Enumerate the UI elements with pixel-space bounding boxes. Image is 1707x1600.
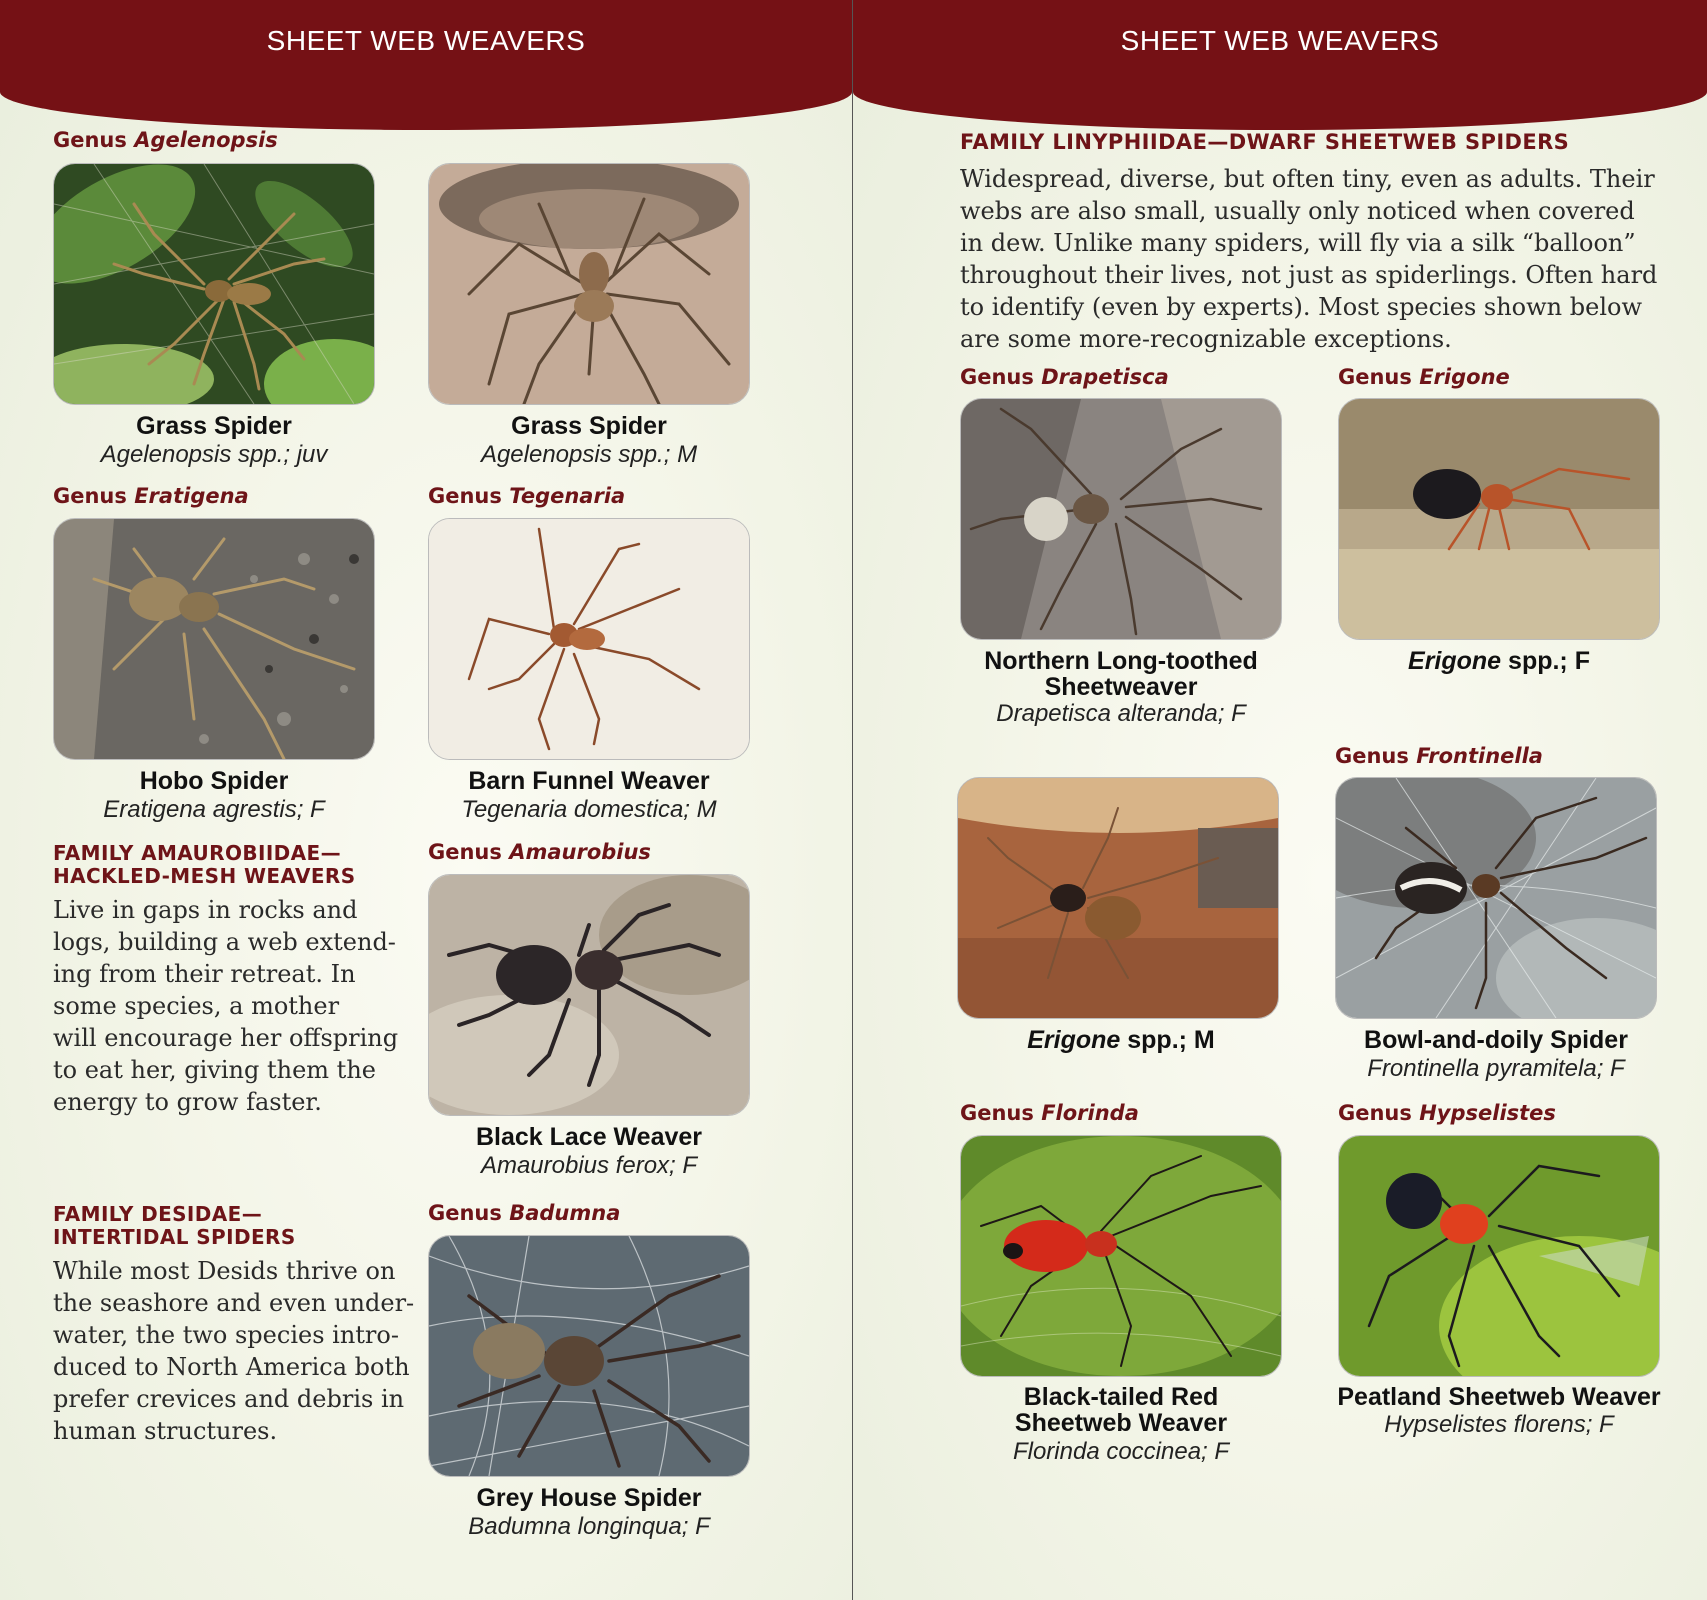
genus-amaurobius-heading: Genus Amaurobius bbox=[428, 840, 651, 864]
erigone-male-name: Erigone spp.; M bbox=[1027, 1026, 1215, 1054]
peatland-sheetweb-weaver-photo bbox=[1338, 1135, 1660, 1377]
hobo-spider-photo bbox=[53, 518, 375, 760]
black-tailed-red-sheetweb-weaver-scientific-name: Florinda coccinea; F bbox=[1012, 1438, 1230, 1465]
grass-spider-juvenile-photo bbox=[53, 163, 375, 405]
family-amaurobiidae-heading: FAMILY AMAUROBIIDAE— HACKLED-MESH WEAVERS bbox=[53, 841, 356, 888]
bowl-and-doily-spider-photo bbox=[1335, 777, 1657, 1019]
grass-spider-male-name: Grass Spider bbox=[511, 412, 667, 440]
barn-funnel-weaver-name: Barn Funnel Weaver bbox=[468, 767, 710, 795]
grass-spider-male-scientific-name: Agelenopsis spp.; M bbox=[480, 441, 698, 468]
long-toothed-sheetweaver-scientific-name: Drapetisca alteranda; F bbox=[996, 700, 1246, 727]
peatland-sheetweb-weaver-name: Peatland Sheetweb Weaver bbox=[1337, 1383, 1661, 1411]
long-toothed-sheetweaver-name: Northern Long-toothed Sheetweaver bbox=[984, 647, 1258, 701]
left-page bbox=[0, 0, 853, 1600]
family-linyphiidae-description: Widespread, diverse, but often tiny, even as adults. Their webs are also small, usually only noticed when covered in dew. Unlike many spiders, will fly via a silk “balloon” throughout their lives, not just as spiderlings. Often hard to identify (even by experts). Most species shown below are some more-recognizable exceptions. bbox=[960, 165, 1658, 353]
bowl-and-doily-spider-scientific-name: Frontinella pyramitela; F bbox=[1367, 1055, 1625, 1082]
barn-funnel-weaver-photo bbox=[428, 518, 750, 760]
erigone-female-photo bbox=[1338, 398, 1660, 640]
grass-spider-juvenile-name: Grass Spider bbox=[136, 412, 292, 440]
barn-funnel-weaver-scientific-name: Tegenaria domestica; M bbox=[461, 796, 717, 823]
family-linyphiidae-heading: FAMILY LINYPHIIDAE—DWARF SHEETWEB SPIDERS bbox=[960, 130, 1570, 154]
family-desidae-description: While most Desids thrive on the seashore and even under- water, the two species intro- duced to North America both prefer crevices and debris in human structures. bbox=[53, 1257, 415, 1445]
grey-house-spider-scientific-name: Badumna longinqua; F bbox=[468, 1513, 710, 1540]
genus-tegenaria-heading: Genus Tegenaria bbox=[428, 484, 626, 508]
peatland-sheetweb-weaver-scientific-name: Hypselistes florens; F bbox=[1384, 1411, 1614, 1438]
hobo-spider-name: Hobo Spider bbox=[139, 767, 289, 795]
genus-badumna-heading: Genus Badumna bbox=[428, 1201, 621, 1225]
genus-drapetisca-heading: Genus Drapetisca bbox=[960, 365, 1169, 389]
black-lace-weaver-scientific-name: Amaurobius ferox; F bbox=[480, 1152, 698, 1179]
grass-spider-juvenile-scientific-name: Agelenopsis spp.; juv bbox=[100, 441, 328, 468]
genus-florinda-heading: Genus Florinda bbox=[960, 1101, 1139, 1125]
family-amaurobiidae-description: Live in gaps in rocks and logs, building a web extend- ing from their retreat. In some species, a mother will encourage her offspring to eat her, giving them the energy to grow faster. bbox=[53, 896, 399, 1116]
genus-agelenopsis-heading: Genus Agelenopsis bbox=[53, 128, 278, 152]
black-tailed-red-sheetweb-weaver-photo bbox=[960, 1135, 1282, 1377]
genus-hypselistes-heading: Genus Hypselistes bbox=[1338, 1101, 1556, 1125]
left-header-title: SHEET WEB WEAVERS bbox=[266, 25, 586, 56]
right-page-header bbox=[853, 0, 1707, 130]
genus-frontinella-heading: Genus Frontinella bbox=[1335, 744, 1543, 768]
grey-house-spider-photo bbox=[428, 1235, 750, 1477]
black-tailed-red-sheetweb-weaver-name: Black-tailed Red Sheetweb Weaver bbox=[1014, 1383, 1228, 1437]
erigone-male-photo bbox=[957, 777, 1279, 1019]
hobo-spider-scientific-name: Eratigena agrestis; F bbox=[103, 796, 325, 823]
right-page bbox=[853, 0, 1707, 1600]
grass-spider-male-photo bbox=[428, 163, 750, 405]
black-lace-weaver-photo bbox=[428, 874, 750, 1116]
bowl-and-doily-spider-name: Bowl-and-doily Spider bbox=[1364, 1026, 1628, 1054]
grey-house-spider-name: Grey House Spider bbox=[476, 1484, 702, 1512]
family-desidae-heading: FAMILY DESIDAE— INTERTIDAL SPIDERS bbox=[53, 1202, 296, 1249]
genus-erigone-heading: Genus Erigone bbox=[1338, 365, 1510, 389]
left-page-header bbox=[0, 0, 852, 130]
genus-eratigena-heading: Genus Eratigena bbox=[53, 484, 249, 508]
long-toothed-sheetweaver-photo bbox=[960, 398, 1282, 640]
black-lace-weaver-name: Black Lace Weaver bbox=[475, 1123, 703, 1151]
erigone-female-name: Erigone spp.; F bbox=[1408, 647, 1590, 675]
right-header-title: SHEET WEB WEAVERS bbox=[1120, 25, 1440, 56]
